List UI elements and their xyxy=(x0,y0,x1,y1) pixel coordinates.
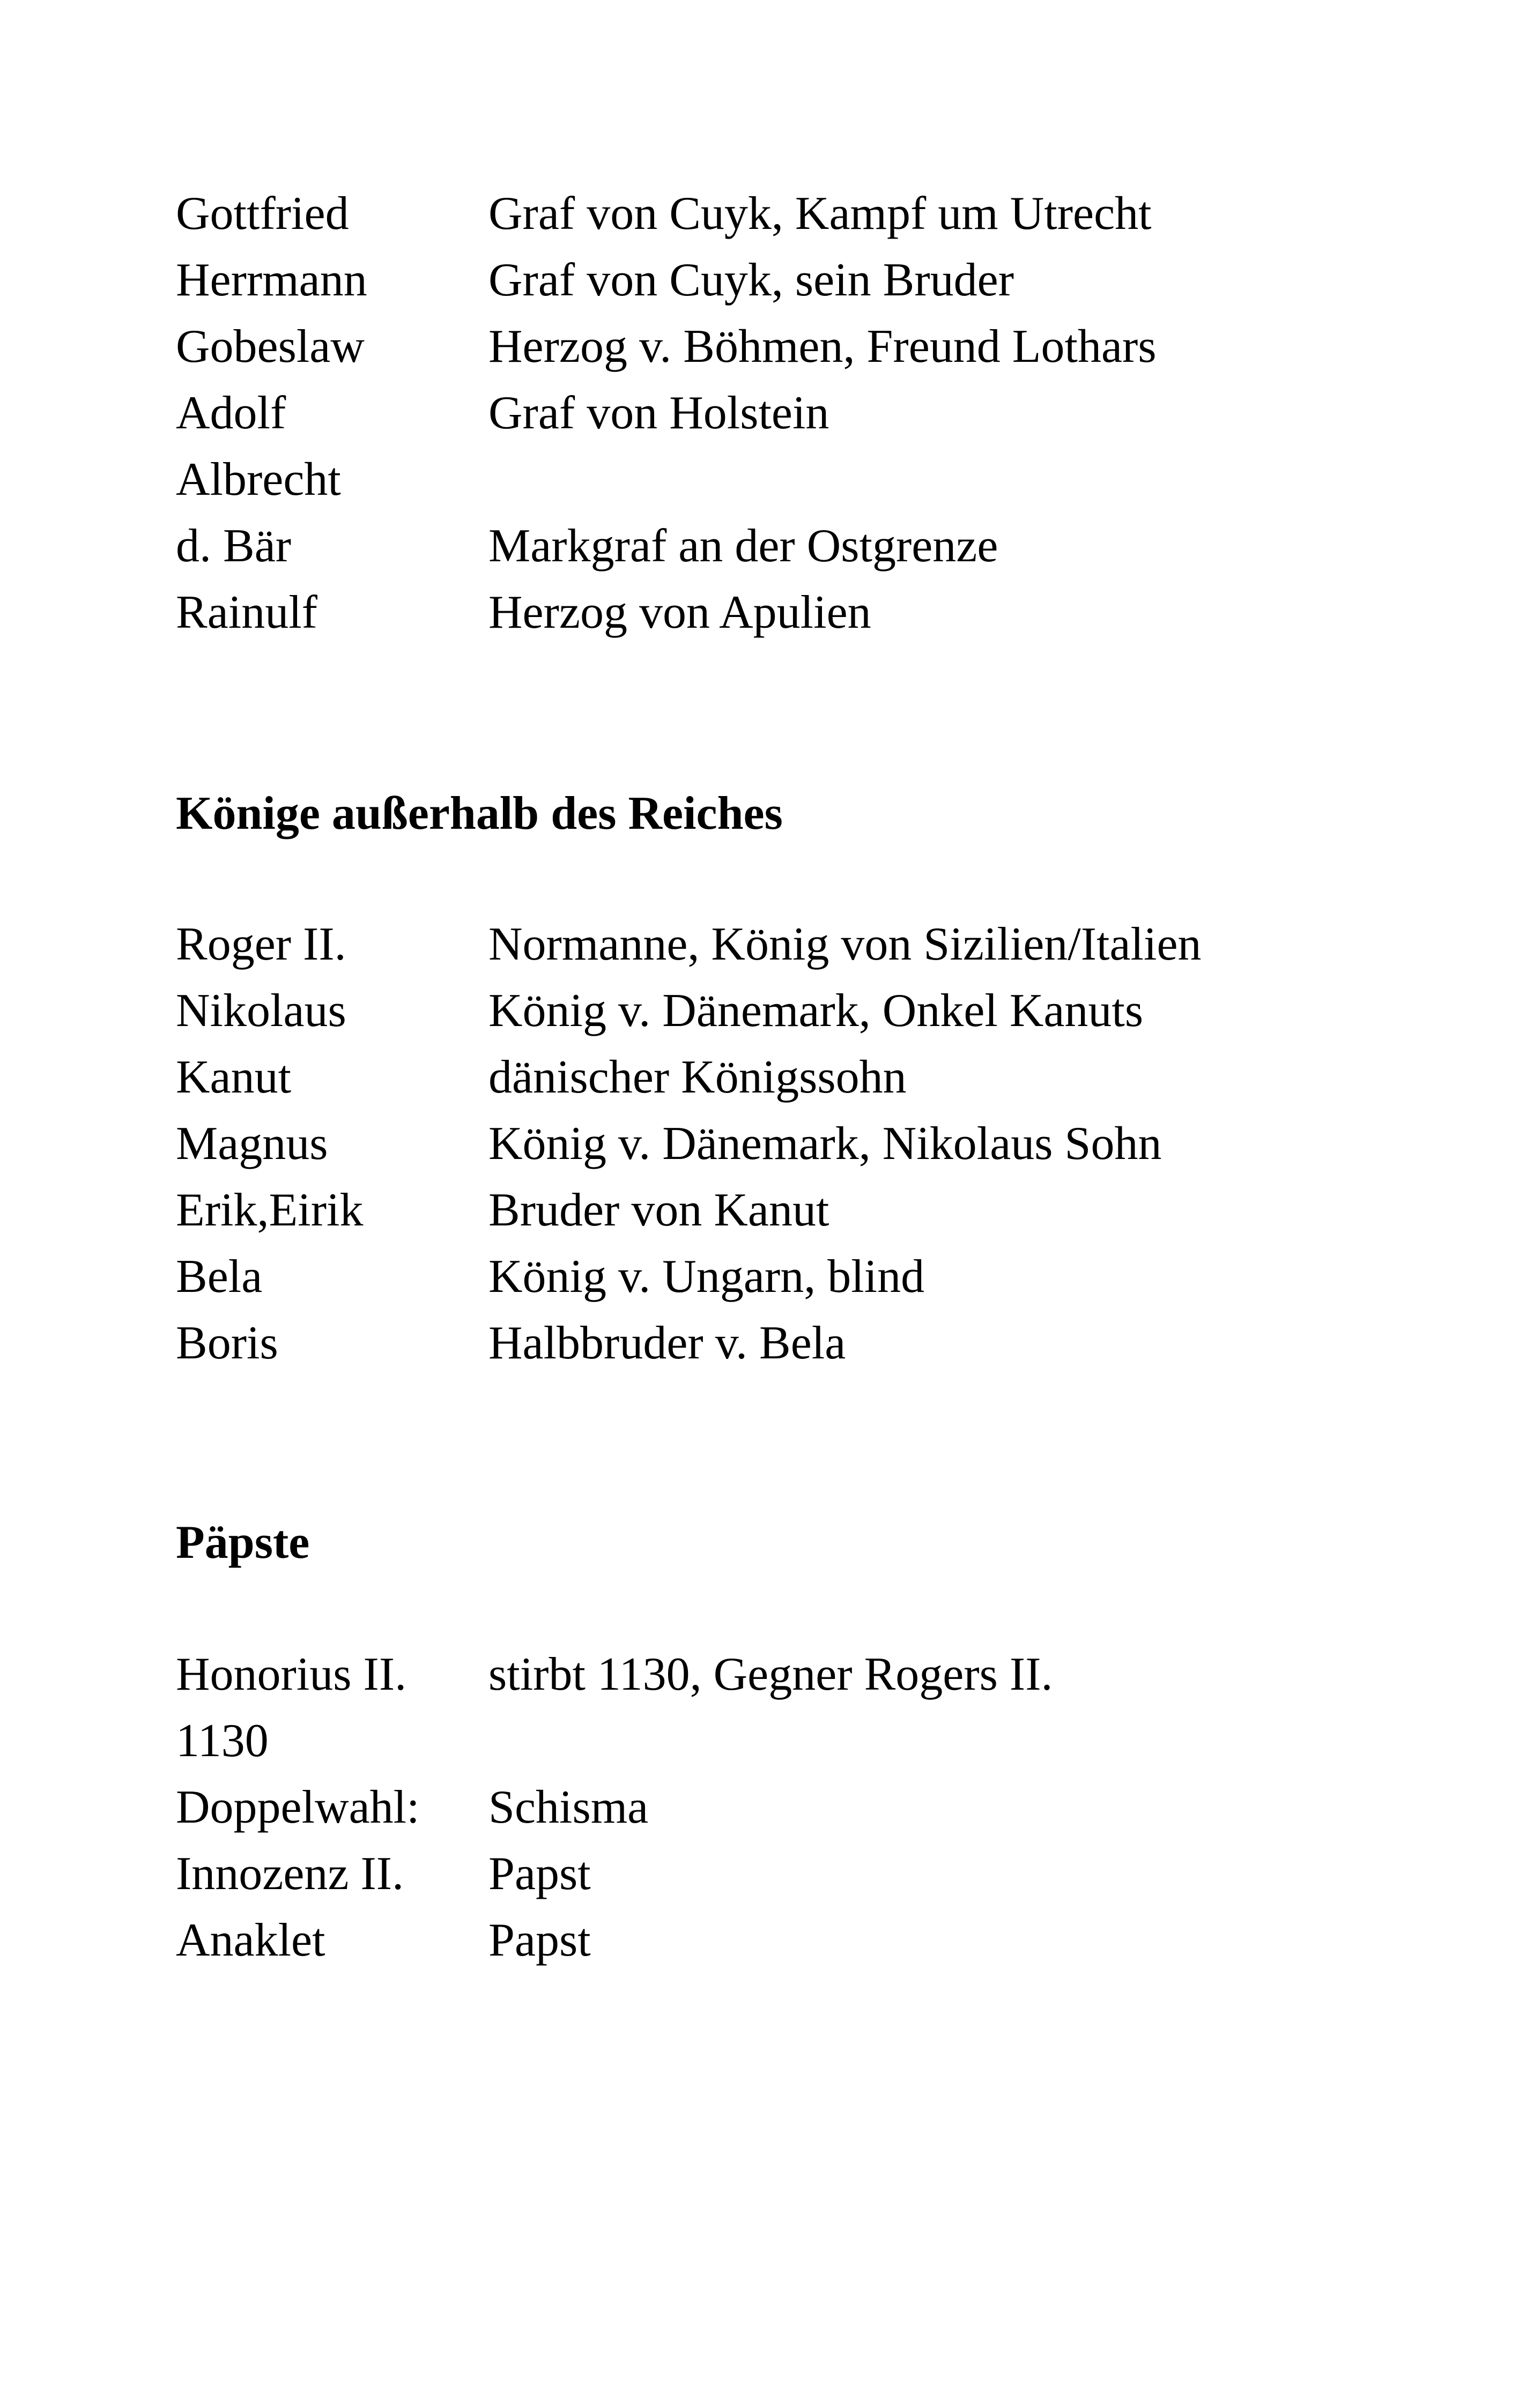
list-item xyxy=(176,1907,1409,1974)
entry-description: Papst xyxy=(488,1914,591,1966)
list-item xyxy=(176,314,1409,380)
list-item xyxy=(176,513,1409,579)
list-item xyxy=(176,247,1409,314)
section-heading-kings: Könige außerhalb des Reiches xyxy=(176,787,783,839)
entry-description: Normanne, König von Sizilien/Italien xyxy=(488,918,1202,970)
entry-description: dänischer Königssohn xyxy=(488,1051,907,1103)
entry-description: Herzog von Apulien xyxy=(488,586,871,638)
entry-name: Kanut xyxy=(176,1051,292,1103)
entry-name: Herrmann xyxy=(176,254,367,306)
entry-description: Schisma xyxy=(488,1781,649,1833)
nobles-list xyxy=(176,181,1409,646)
popes-list xyxy=(176,1641,1409,1974)
entry-name: Gobeslaw xyxy=(176,321,365,373)
entry-name: Anaklet xyxy=(176,1914,325,1966)
list-item xyxy=(176,181,1409,247)
entry-name: Boris xyxy=(176,1317,278,1369)
entry-name: 1130 xyxy=(176,1715,269,1767)
section-heading-popes: Päpste xyxy=(176,1517,310,1569)
entry-name: Honorius II. xyxy=(176,1648,407,1700)
entry-name: Innozenz II. xyxy=(176,1848,404,1900)
list-item xyxy=(176,1841,1409,1907)
entry-description: Bruder von Kanut xyxy=(488,1184,829,1236)
entry-description: stirbt 1130, Gegner Rogers II. xyxy=(488,1648,1053,1700)
entry-description: Graf von Holstein xyxy=(488,387,829,439)
entry-name: Erik,Eirik xyxy=(176,1184,364,1236)
entry-name: Doppelwahl: xyxy=(176,1781,420,1833)
entry-description: König v. Ungarn, blind xyxy=(488,1251,925,1303)
entry-name: Rainulf xyxy=(176,586,317,638)
entry-name: Magnus xyxy=(176,1118,328,1170)
entry-description: König v. Dänemark, Onkel Kanuts xyxy=(488,985,1144,1037)
list-item xyxy=(176,447,1409,513)
list-item xyxy=(176,1641,1409,1708)
list-item xyxy=(176,978,1409,1044)
entry-description: Graf von Cuyk, Kampf um Utrecht xyxy=(488,188,1152,240)
list-item xyxy=(176,911,1409,978)
list-item xyxy=(176,1774,1409,1841)
entry-name: Nikolaus xyxy=(176,985,346,1037)
entry-description: König v. Dänemark, Nikolaus Sohn xyxy=(488,1118,1162,1170)
entry-description: Markgraf an der Ostgrenze xyxy=(488,520,998,572)
entry-description: Halbbruder v. Bela xyxy=(488,1317,846,1369)
list-item xyxy=(176,1310,1409,1377)
kings-list xyxy=(176,911,1409,1377)
entry-description: Herzog v. Böhmen, Freund Lothars xyxy=(488,321,1157,373)
entry-name: Gottfried xyxy=(176,188,349,240)
entry-name: Roger II. xyxy=(176,918,346,970)
entry-description: Papst xyxy=(488,1848,591,1900)
list-item xyxy=(176,1177,1409,1244)
entry-description: Graf von Cuyk, sein Bruder xyxy=(488,254,1014,306)
list-item xyxy=(176,1111,1409,1177)
entry-name: d. Bär xyxy=(176,520,292,572)
entry-name: Bela xyxy=(176,1251,263,1303)
entry-name: Albrecht xyxy=(176,454,341,506)
list-item xyxy=(176,1244,1409,1310)
list-item xyxy=(176,579,1409,646)
list-item xyxy=(176,1708,1409,1774)
list-item xyxy=(176,380,1409,447)
list-item xyxy=(176,1044,1409,1111)
entry-name: Adolf xyxy=(176,387,286,439)
